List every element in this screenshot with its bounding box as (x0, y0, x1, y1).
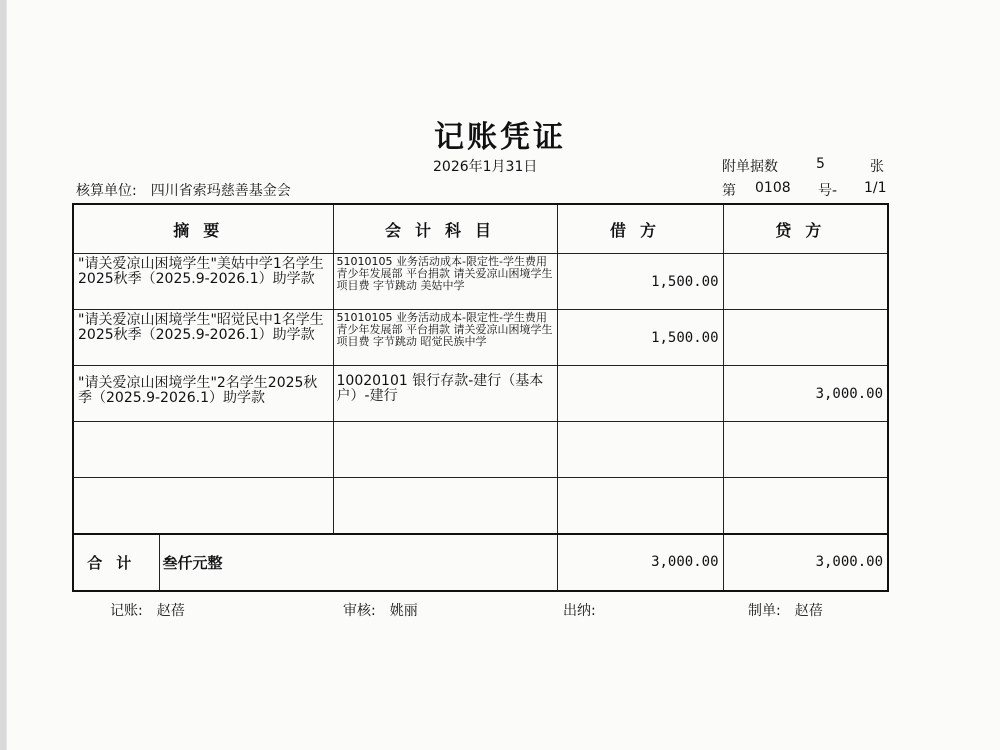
row-summary: "请关爱凉山困境学生"美姑中学1名学生2025秋季（2025.9-2026.1）助学款 (73, 254, 333, 310)
header-credit: 贷方 (723, 204, 888, 254)
table-row (73, 310, 888, 366)
voucher-number (722, 180, 887, 200)
empty-row (73, 478, 888, 534)
empty-cell (333, 422, 557, 478)
total-debit: 3,000.00 (557, 534, 723, 591)
header-summary: 摘要 (73, 204, 333, 254)
total-credit: 3,000.00 (723, 534, 888, 591)
attachment-unit: 张 (870, 159, 884, 175)
row-debit (557, 366, 723, 422)
empty-cell (723, 478, 888, 534)
row-credit (723, 254, 888, 310)
empty-row (73, 422, 888, 478)
row-debit: 1,500.00 (557, 254, 723, 310)
empty-cell (557, 422, 723, 478)
row-debit: 1,500.00 (557, 310, 723, 366)
table-header-row (73, 204, 888, 254)
row-account: 51010105 业务活动成本-限定性-学生费用 青少年发展部 平台捐款 请关爱凉山困境学生 项目费 字节跳动 美姑中学 (333, 254, 557, 310)
total-amount-words: 叁仟元整 (159, 534, 557, 591)
voucher-table (72, 203, 889, 592)
row-summary: "请关爱凉山困境学生"2名学生2025秋季（2025.9-2026.1）助学款 (73, 366, 333, 422)
empty-cell (557, 478, 723, 534)
signature-cashier: 出纳: (563, 603, 596, 619)
empty-cell (333, 478, 557, 534)
row-account: 51010105 业务活动成本-限定性-学生费用 青少年发展部 平台捐款 请关爱凉山困境学生 项目费 字节跳动 昭觉民族中学 (333, 310, 557, 366)
signature-reviewer: 审核: 姚丽 (343, 603, 418, 619)
accounting-unit: 核算单位: 四川省索玛慈善基金会 (76, 183, 291, 199)
voucher-number-value: 0108 (755, 180, 791, 196)
total-label: 合计 (73, 534, 159, 591)
header-account: 会计科目 (333, 204, 557, 254)
row-credit: 3,000.00 (723, 366, 888, 422)
voucher-number-label: 第 (722, 183, 736, 199)
row-account: 10020101 银行存款-建行（基本户）-建行 (333, 366, 557, 422)
signature-preparer: 制单: 赵蓓 (748, 603, 823, 619)
empty-cell (73, 422, 333, 478)
voucher-number-suffix: 号- (818, 183, 838, 199)
row-credit (723, 310, 888, 366)
table-row (73, 254, 888, 310)
voucher-date: 2026年1月31日 (433, 159, 538, 175)
total-row (73, 534, 888, 591)
voucher-page: 1/1 (864, 180, 887, 196)
attachment-number: 5 (816, 156, 825, 172)
table-row (73, 366, 888, 422)
attachment-label: 附单据数 (722, 159, 778, 175)
row-summary: "请关爱凉山困境学生"昭觉民中1名学生2025秋季（2025.9-2026.1）助学款 (73, 310, 333, 366)
empty-cell (723, 422, 888, 478)
header-debit: 借方 (557, 204, 723, 254)
signature-bookkeeper: 记账: 赵蓓 (110, 603, 185, 619)
voucher-title: 记账凭证 (434, 120, 566, 155)
attachment-count (722, 156, 884, 176)
empty-cell (73, 478, 333, 534)
